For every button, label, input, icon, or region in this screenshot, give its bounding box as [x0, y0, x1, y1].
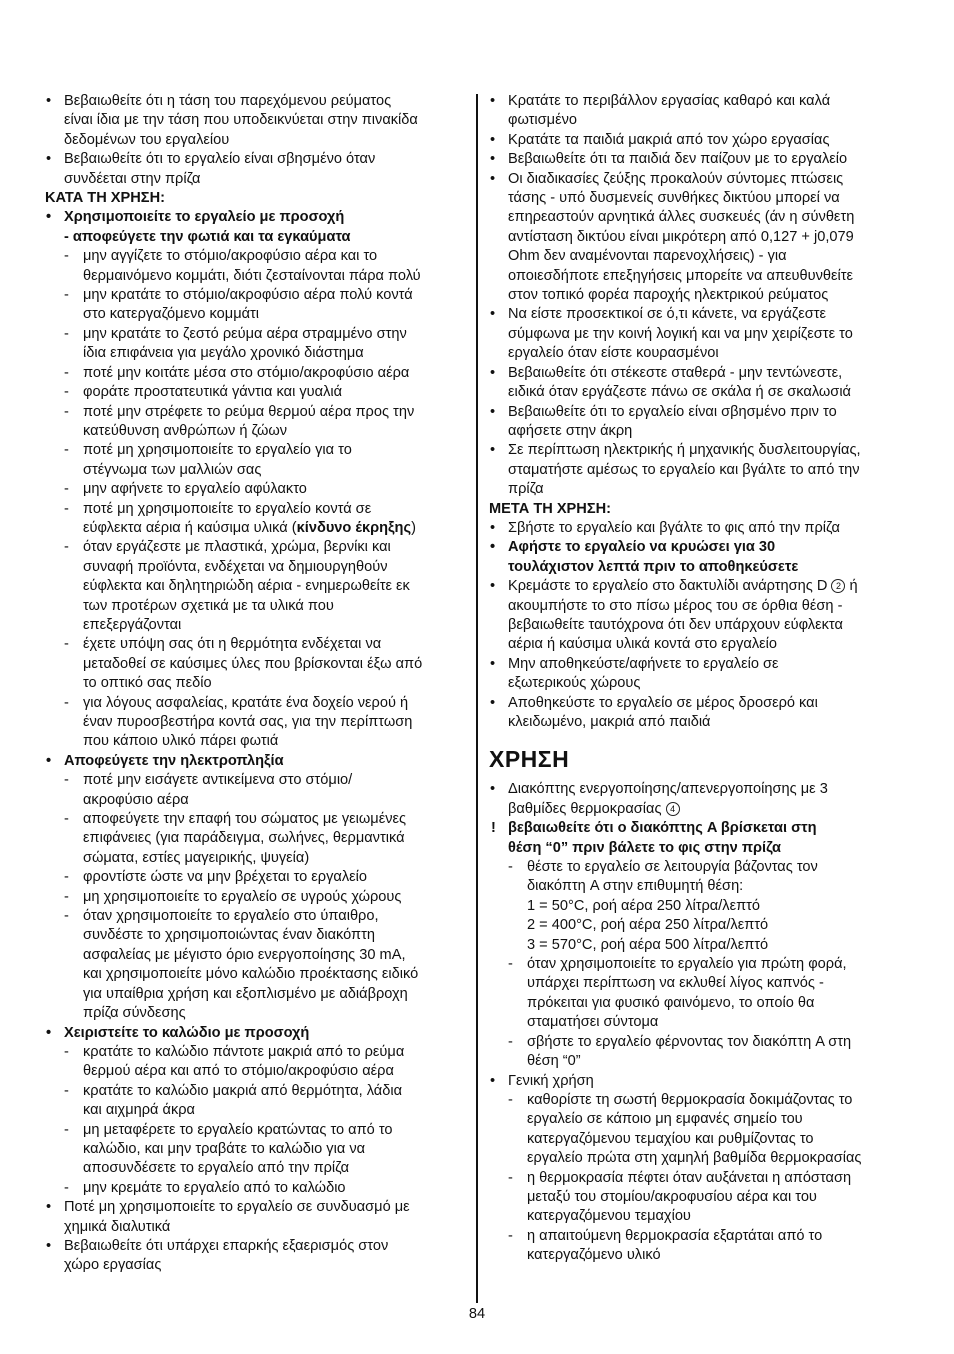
dash-item	[489, 1227, 914, 1246]
line-text: συναφή προϊόντα, ενδέχεται να δημιουργηθούν	[83, 558, 388, 575]
text-line	[45, 926, 465, 945]
line-text: φωτισμένο	[508, 112, 577, 129]
text-line	[489, 461, 914, 480]
line-text: Βεβαιωθείτε ότι η τάση του παρεχόμενου ρεύματος	[64, 93, 392, 109]
line-text: για υπαίθρια χρήση και εξοπλισμένο με αδιάβροχη	[83, 985, 408, 1002]
text-line	[45, 1256, 465, 1275]
text-line	[489, 422, 914, 441]
line-text: εύφλεκτα αέρια ή καύσιμα υλικά (	[83, 519, 297, 536]
text-line	[489, 1149, 914, 1168]
line-text: έναν πυροσβεστήρα κοντά σας, για την περίπτωση	[83, 714, 413, 730]
text-line	[45, 1140, 465, 1159]
line-text: εργαλείο σε κάποιο μη εμφανές σημείο του	[527, 1111, 803, 1128]
line-text: είναι ίδια με την τάση που υποδεικνύεται στην πινακίδα	[64, 112, 418, 129]
line-text: Σε περίπτωση ηλεκτρικής ή μηχανικής δυσλειτουργίας,	[508, 442, 861, 459]
line-text: Αποφεύγετε την ηλεκτροπληξία	[64, 752, 284, 769]
line-text: αποφεύγετε την επαφή του σώματος με γειωμένες	[83, 811, 407, 828]
line-text: φοράτε προστατευτικά γάντια και γυαλιά	[83, 384, 343, 401]
dash-item	[45, 286, 465, 305]
line-text: όταν εργάζεστε με πλαστικά, χρώμα, βερνίκι και	[83, 539, 391, 556]
text-line	[489, 267, 914, 286]
line-text: Διακόπτης ενεργοποίησης/απενεργοποίησης με 3	[508, 781, 828, 798]
warning-item	[489, 819, 914, 838]
bullet-item	[45, 150, 465, 169]
line-text: σταματήσει σύντομα	[527, 1014, 659, 1031]
line-tail-text: )	[411, 519, 416, 536]
text-line	[45, 131, 465, 150]
text-line	[489, 383, 914, 402]
line-text: 2 = 400°C, ροή αέρα 250 λίτρα/λεπτό	[527, 917, 769, 934]
bullet-item	[45, 1198, 465, 1217]
line-text: Γενική χρήση	[508, 1072, 594, 1089]
line-text: βεβαιωθείτε ότι ο διακόπτης A βρίσκεται στη	[508, 820, 817, 837]
line-text: κλειδωμένο, μακριά από παιδιά	[508, 714, 711, 730]
line-text: μη χρησιμοποιείτε το εργαλείο σε υγρούς χώρους	[83, 888, 402, 905]
text-line	[489, 877, 914, 896]
text-line	[45, 713, 465, 732]
dash-item	[45, 403, 465, 422]
text-line	[489, 635, 914, 654]
line-text: Ohm δεν αναμένονται παρενοχλήσεις) - για	[508, 248, 787, 265]
line-text: σβήστε το εργαλείο φέρνοντας τον διακόπτη A στη	[527, 1033, 852, 1050]
line-text: βαθμίδες θερμοκρασίας	[508, 800, 666, 817]
text-line	[489, 897, 914, 916]
line-text: πρίζα	[508, 481, 544, 498]
line-text: επιφάνειες (για παράδειγμα, σωλήνες, θερμαντικά	[83, 830, 405, 847]
line-text: ποτέ μην κοιτάτε μέσα στο στόμιο/ακροφύσιο αέρα	[83, 364, 410, 381]
bullet-item	[489, 1072, 914, 1091]
bullet-item	[489, 364, 914, 383]
line-text: εύφλεκτα και δηλητηριώδη αέρια - ενημερωθείτε εκ	[83, 578, 410, 595]
line-text: στέγνωμα των μαλλιών σας	[83, 461, 262, 478]
text-line	[45, 1062, 465, 1081]
dash-item	[45, 694, 465, 713]
column-divider	[476, 94, 478, 1303]
right-column	[489, 92, 914, 1266]
line-text: έχετε υπόψη σας ότι η θερμότητα ενδέχεται να	[83, 636, 382, 653]
line-text: Βεβαιωθείτε ότι υπάρχει επαρκής εξαερισμός στον	[64, 1237, 389, 1254]
line-text: Ποτέ μη χρησιμοποιείτε το εργαλείο σε συνδυασμό με	[64, 1199, 410, 1216]
line-text: επηρεαστούν αρνητικά άλλες συσκευές (άν η σύνθετη	[508, 209, 855, 226]
line-text: ασφαλείας με μέγιστο όριο ενεργοποίησης 30 mA,	[83, 946, 406, 963]
bullet-item	[489, 780, 914, 799]
line-text: Αφήστε το εργαλείο να κρυώσει για 30	[508, 539, 776, 556]
dash-item	[489, 1169, 914, 1188]
line-text: για λόγους ασφαλείας, κρατάτε ένα δοχείο νερού ή	[83, 694, 409, 711]
line-text: θέση “0” πριν βάλετε το φις στην πρίζα	[508, 839, 781, 856]
text-line	[489, 1052, 914, 1071]
bullet-item	[489, 577, 914, 596]
page-number: 84	[468, 1306, 486, 1322]
line-text: η θερμοκρασία πέφτει όταν αυξάνεται η απόσταση	[527, 1169, 852, 1186]
line-text: κατεργαζόμενου τεμαχίου και ρυθμίζοντας το	[527, 1130, 814, 1147]
line-text: ίδια επιφάνεια για μεγάλο χρονικό διάστημα	[83, 345, 364, 362]
line-text: καλώδιο, και μην τραβάτε το καλώδιο για να	[83, 1140, 366, 1157]
line-text: ακροφύσιο αέρα	[83, 791, 189, 808]
dash-item	[45, 500, 465, 519]
line-text: θέστε το εργαλείο σε λειτουργία βάζοντας τον	[527, 859, 818, 876]
figure-reference-icon: 4	[666, 802, 680, 816]
line-text: συνδέεται στην πρίζα	[64, 170, 201, 187]
line-text: φροντίστε ώστε να μην βρέχεται το εργαλείο	[83, 869, 368, 886]
text-line	[489, 936, 914, 955]
text-line	[45, 732, 465, 751]
line-text: Σβήστε το εργαλείο και βγάλτε το φις από την πρίζα	[508, 519, 840, 536]
line-text: ακουμπήστε το στο πίσω μέρος του σε όρθια θέση -	[508, 597, 843, 614]
line-text: μην αφήνετε το εργαλείο αφύλακτο	[83, 481, 307, 498]
section-heading	[489, 500, 914, 519]
text-line	[489, 1110, 914, 1129]
line-text: κατεργαζόμενου τεμαχίου	[527, 1208, 691, 1225]
line-text: σώματα, εστίες μαγειρικής, ψυγεία)	[83, 849, 310, 866]
bullet-item	[489, 538, 914, 557]
text-line	[489, 674, 914, 693]
line-text: σύμφωνα με την κοινή λογική και να μην χειρίζεστε το	[508, 325, 853, 342]
text-line	[489, 1188, 914, 1207]
bullet-item	[489, 694, 914, 713]
line-text: εργαλείο πρώτα στη χαμηλή βαθμίδα θερμοκρασίας	[527, 1150, 862, 1167]
line-text: Βεβαιωθείτε ότι το εργαλείο είναι σβησμένο πριν το	[508, 403, 837, 420]
line-text: κρατάτε το καλώδιο πάντοτε μακριά από το ρεύμα	[83, 1043, 405, 1060]
line-text: στον τοπικό φορέα παροχής ηλεκτρικού ρεύματος	[508, 287, 829, 304]
text-line	[45, 829, 465, 848]
line-text: τουλάχιστον λεπτά πριν το αποθηκεύσετε	[508, 558, 799, 575]
line-text: ποτέ μην στρέφετε το ρεύμα θερμού αέρα προς την	[83, 403, 415, 420]
text-line	[45, 655, 465, 674]
line-text: Βεβαιωθείτε ότι τα παιδιά δεν παίζουν με το εργαλείο	[508, 151, 848, 168]
text-line	[489, 286, 914, 305]
line-text: όταν χρησιμοποιείτε το εργαλείο για πρώτη φορά,	[527, 956, 847, 973]
text-line	[45, 674, 465, 693]
line-text: Χρησιμοποιείτε το εργαλείο με προσοχή	[64, 209, 345, 226]
text-line	[489, 344, 914, 363]
bullet-item	[489, 131, 914, 150]
line-text: που κάποιο υλικό πάρει φωτιά	[83, 733, 279, 750]
text-line	[489, 974, 914, 993]
text-line	[45, 1004, 465, 1023]
line-text: Κρατάτε τα παιδιά μακριά από τον χώρο εργασίας	[508, 131, 830, 148]
line-text: ποτέ μη χρησιμοποιείτε το εργαλείο για το	[83, 442, 352, 459]
bullet-item	[489, 403, 914, 422]
emphasis-text: κίνδυνο έκρηξης	[296, 519, 412, 536]
line-text: 3 = 570°C, ροή αέρα 500 λίτρα/λεπτό	[527, 936, 769, 953]
line-text: συνδέστε το χρησιμοποιώντας έναν διακόπτη	[83, 927, 375, 944]
dash-item	[45, 441, 465, 460]
line-text: ΚΑΤΑ ΤΗ ΧΡΗΣΗ:	[45, 190, 165, 207]
line-text: μεταξύ του στομίου/ακροφυσίου αέρα και του	[527, 1188, 817, 1205]
figure-reference-icon: 2	[831, 579, 845, 593]
text-line	[45, 791, 465, 810]
dash-item	[45, 1179, 465, 1198]
line-tail-text: ή	[845, 578, 858, 595]
line-text: - αποφεύγετε την φωτιά και τα εγκαύματα	[64, 228, 351, 245]
line-text: και αιχμηρά άκρα	[83, 1102, 195, 1119]
line-text: τάσης - υπό δυσμενείς συνθήκες δικτύου μπορεί να	[508, 190, 840, 207]
line-text: Μην αποθηκεύστε/αφήνετε το εργαλείο σε	[508, 655, 779, 672]
text-line	[45, 461, 465, 480]
text-line	[489, 1246, 914, 1265]
line-text: ποτέ μην εισάγετε αντικείμενα στο στόμιο/	[83, 772, 353, 789]
line-text: Κρεμάστε το εργαλείο στο δακτυλίδι ανάρτησης D	[508, 578, 832, 595]
line-text: το οπτικό σας πεδίο	[83, 675, 212, 692]
text-line	[45, 228, 465, 247]
text-line	[489, 916, 914, 935]
section-title: ΧΡΗΣΗ	[489, 746, 570, 773]
line-text: Να είστε προσεκτικοί σε ό,τι κάνετε, να εργάζεστε	[508, 306, 827, 323]
dash-item	[489, 858, 914, 877]
text-line	[45, 305, 465, 324]
bullet-item	[489, 92, 914, 111]
text-line	[489, 228, 914, 247]
dash-item	[489, 1033, 914, 1052]
line-text: ΜΕΤΑ ΤΗ ΧΡΗΣΗ:	[489, 500, 611, 517]
text-line	[489, 994, 914, 1013]
line-text: βεβαιωθείτε ταυτόχρονα ότι δεν υπάρχουν εύφλεκτα	[508, 616, 843, 633]
line-text: χημικά διαλυτικά	[64, 1218, 171, 1235]
text-line	[489, 480, 914, 499]
text-line	[45, 965, 465, 984]
line-text: αφήσετε στην άκρη	[508, 422, 633, 439]
text-line	[489, 208, 914, 227]
line-text: και χρησιμοποιείτε μόνο καλώδιο προέκτασης ειδικό	[83, 966, 419, 983]
line-text: επεξεργάζονται	[83, 616, 182, 633]
bullet-item	[45, 1237, 465, 1256]
text-line	[489, 1013, 914, 1032]
line-text: αποσυνδέσετε το εργαλείο από την πρίζα	[83, 1160, 350, 1177]
text-line	[489, 597, 914, 616]
line-text: διακόπτη A στην επιθυμητή θέση:	[527, 878, 744, 895]
dash-item	[45, 888, 465, 907]
line-text: Χειριστείτε το καλώδιο με προσοχή	[64, 1024, 310, 1041]
line-text: θερμού αέρα και από το στόμιο/ακροφύσιο αέρα	[83, 1063, 394, 1080]
bullet-item	[489, 441, 914, 460]
text-line	[45, 946, 465, 965]
text-line	[45, 577, 465, 596]
text-line	[489, 839, 914, 858]
bullet-item	[489, 655, 914, 674]
line-text: των προτέρων σχετικά με τα υλικά που	[83, 597, 334, 614]
left-column	[45, 92, 465, 1276]
text-line	[489, 1130, 914, 1149]
text-line	[45, 267, 465, 286]
line-text: πρόκειται για φυσικό φαινόμενο, το οποίο θα	[527, 994, 815, 1011]
line-text: χώρο εργασίας	[64, 1257, 162, 1274]
line-text: αέρια ή καύσιμα υλικά κοντά στο εργαλείο	[508, 636, 777, 653]
line-text: κατεύθυνση ανθρώπων ή ζώων	[83, 422, 288, 439]
line-text: οποιεσδήποτε επεξηγήσεις μπορείτε να απευθυνθείτε	[508, 267, 854, 284]
dash-item	[489, 955, 914, 974]
text-line	[489, 189, 914, 208]
line-text: πρίζα σύνδεσης	[83, 1005, 186, 1022]
dash-item	[45, 635, 465, 654]
line-text: μην αγγίζετε το στόμιο/ακροφύσιο αέρα και το	[83, 248, 378, 265]
text-line	[489, 800, 914, 819]
line-text: εξωτερικούς χώρους	[508, 675, 641, 692]
dash-item	[45, 1043, 465, 1062]
dash-item	[45, 538, 465, 557]
line-text: μεταδοθεί σε καύσιμες ύλες που βρίσκονται έξω από	[83, 655, 423, 672]
bullet-item	[45, 92, 465, 111]
line-text: υπάρχει περίπτωση να εκλυθεί λίγος καπνός -	[527, 975, 824, 992]
line-text: εργαλείο όταν είστε κουρασμένοι	[508, 345, 719, 362]
bullet-item	[45, 208, 465, 227]
text-line	[45, 422, 465, 441]
dash-item	[45, 364, 465, 383]
bullet-item	[489, 150, 914, 169]
text-line	[489, 111, 914, 130]
dash-item	[45, 383, 465, 402]
line-text: Οι διαδικασίες ζεύξης προκαλούν σύντομες πτώσεις	[508, 170, 844, 187]
text-line	[45, 170, 465, 189]
text-line	[45, 1101, 465, 1120]
text-line	[45, 1218, 465, 1237]
line-text: σταματήστε αμέσως το εργαλείο και βγάλτε το από την	[508, 461, 860, 478]
dash-item	[45, 325, 465, 344]
line-text: μην κρατάτε το ζεστό ρεύμα αέρα στραμμένο στην	[83, 325, 407, 342]
text-line	[489, 325, 914, 344]
line-text: η απαιτούμενη θερμοκρασία εξαρτάται από το	[527, 1227, 823, 1244]
text-line	[45, 111, 465, 130]
line-text: αντίσταση δικτύου είναι μικρότερη από 0,127 + j0,079	[508, 228, 854, 245]
dash-item	[45, 247, 465, 266]
line-text: δεδομένων του εργαλείου	[64, 131, 230, 148]
line-text: μην κρεμάτε το εργαλείο από το καλώδιο	[83, 1179, 346, 1196]
text-line	[489, 558, 914, 577]
line-text: μη μεταφέρετε το εργαλείο κρατώντας το από το	[83, 1121, 393, 1138]
line-text: Κρατάτε το περιβάλλον εργασίας καθαρό και καλά	[508, 93, 831, 109]
text-line	[45, 616, 465, 635]
line-text: όταν χρησιμοποιείτε το εργαλείο στο ύπαιθρο,	[83, 908, 379, 925]
section-heading	[45, 189, 465, 208]
dash-item	[45, 480, 465, 499]
line-text: θερμαινόμενο κομμάτι, διότι ζεσταίνονται πάρα πολύ	[83, 267, 421, 284]
text-line	[489, 1207, 914, 1226]
line-text: στο κατεργαζόμενο κομμάτι	[83, 306, 260, 323]
bullet-item	[489, 305, 914, 324]
text-line	[489, 713, 914, 732]
dash-item	[45, 1121, 465, 1140]
text-line	[45, 1159, 465, 1178]
line-text: ειδικά όταν εργάζεστε πάνω σε σκάλα ή σε σκαλωσιά	[508, 384, 851, 401]
line-text: μην κρατάτε το στόμιο/ακροφύσιο αέρα πολύ κοντά	[83, 287, 413, 304]
text-line	[45, 849, 465, 868]
line-text: Βεβαιωθείτε ότι το εργαλείο είναι σβησμένο όταν	[64, 151, 376, 168]
line-text: Βεβαιωθείτε ότι στέκεστε σταθερά - μην τεντώνεστε,	[508, 364, 843, 381]
text-line	[489, 616, 914, 635]
bullet-item	[45, 1024, 465, 1043]
dash-item	[45, 810, 465, 829]
dash-item	[45, 1082, 465, 1101]
text-line	[45, 519, 465, 538]
line-text: Αποθηκεύστε το εργαλείο σε μέρος δροσερό και	[508, 694, 818, 711]
bullet-item	[45, 752, 465, 771]
dash-item	[489, 1091, 914, 1110]
text-line	[45, 597, 465, 616]
dash-item	[45, 907, 465, 926]
line-text: 1 = 50°C, ροή αέρα 250 λίτρα/λεπτό	[527, 897, 761, 914]
text-line	[45, 985, 465, 1004]
line-text: κατεργαζόμενο υλικό	[527, 1247, 661, 1264]
line-text: καθορίστε τη σωστή θερμοκρασία δοκιμάζοντας το	[527, 1091, 853, 1108]
text-line	[489, 247, 914, 266]
dash-item	[45, 771, 465, 790]
line-text: θέση “0”	[527, 1053, 581, 1070]
line-text: κρατάτε το καλώδιο μακριά από θερμότητα, λάδια	[83, 1082, 403, 1099]
text-line	[45, 344, 465, 363]
line-text: ποτέ μη χρησιμοποιείτε το εργαλείο κοντά σε	[83, 500, 372, 517]
bullet-item	[489, 170, 914, 189]
bullet-item	[489, 519, 914, 538]
text-line	[45, 558, 465, 577]
dash-item	[45, 868, 465, 887]
